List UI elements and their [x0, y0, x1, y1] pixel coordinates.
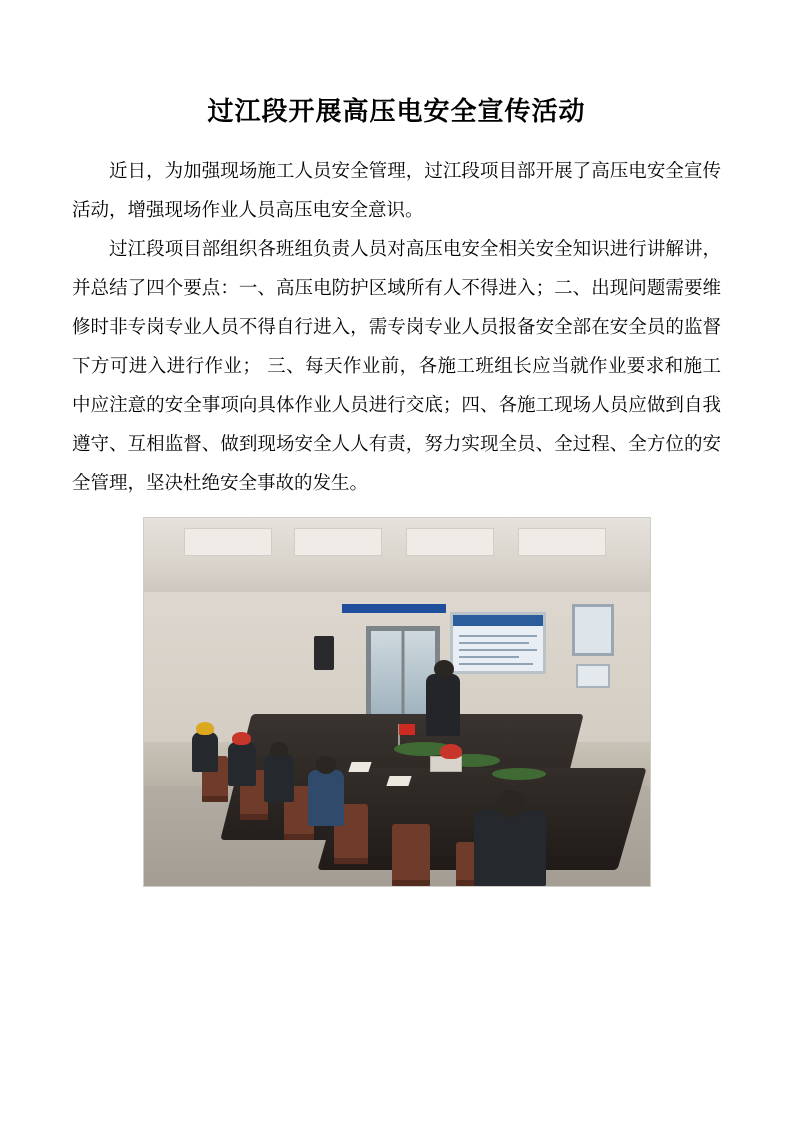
photo-banner [342, 604, 446, 613]
photo-wall-frame-small [576, 664, 610, 688]
photo-head [316, 756, 336, 774]
paragraph-1: 近日，为加强现场施工人员安全管理，过江段项目部开展了高压电安全宣传活动，增强现场作业人员高压电安全意识。 [72, 160, 721, 221]
photo-attendee [192, 732, 218, 772]
photo-ceiling-panel [294, 528, 382, 556]
photo-document [386, 776, 411, 786]
photo-attendee [228, 742, 256, 786]
figure-block [72, 517, 721, 892]
photo-flag [399, 724, 415, 735]
photo-helmet-yellow [196, 722, 214, 735]
photo-presenter [426, 674, 460, 736]
photo-attendee-front [474, 810, 546, 886]
photo-helmet-red [232, 732, 251, 745]
photo-head [434, 660, 454, 678]
photo-helmet-red [440, 744, 462, 759]
photo-poster [450, 612, 546, 674]
photo-ceiling-panel [406, 528, 494, 556]
photo-wall-frame [572, 604, 614, 656]
photo-poster-line [459, 635, 537, 637]
photo-head [270, 742, 288, 758]
photo-ceiling-panel [518, 528, 606, 556]
photo-chair [392, 824, 430, 886]
photo-poster-line [459, 663, 533, 665]
photo-attendee [308, 770, 344, 826]
photo-poster-line [459, 642, 529, 644]
page-title: 过江段开展高压电安全宣传活动 [207, 97, 586, 127]
photo-document [348, 762, 371, 772]
meeting-photo [143, 517, 651, 887]
photo-ceiling-panel [184, 528, 272, 556]
paragraph-2: 过江段项目部组织各班组负责人员对高压电安全相关安全知识进行讲解讲，并总结了四个要点：一、高压电防护区域所有人不得进入；二、出现问题需要维修时非专岗专业人员不得自行进入，需专岗专业人员报备安全部在安全员的监督下方可进入进行作业； 三、每天作业前，各施工班组长应当就作业要求和施工中应注意的安全事项向具体作业人员进行交底；四、各施工现场人员应做到自我遵守、互相监督、做到现场安全人人有责，努力实现全员、全过程、全方位的安全管理，坚决杜绝安全事故的发生。 [72, 238, 721, 494]
photo-speaker [314, 636, 334, 670]
document-body [72, 152, 721, 503]
photo-poster-line [459, 656, 519, 658]
photo-head [496, 790, 526, 818]
photo-plant [492, 768, 546, 780]
photo-poster-header [453, 615, 543, 626]
photo-attendee [264, 754, 294, 802]
page-footer-space [72, 892, 721, 920]
photo-poster-line [459, 649, 537, 651]
